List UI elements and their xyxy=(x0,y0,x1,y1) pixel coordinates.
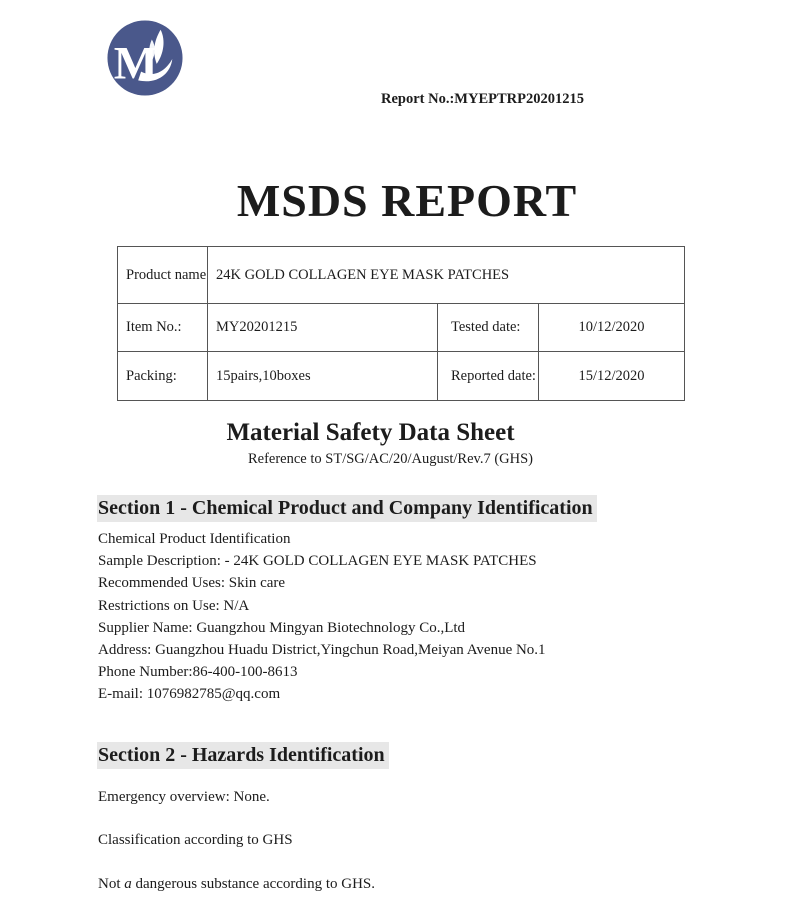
text-line: Phone Number:86-400-100-8613 xyxy=(98,664,298,681)
text-line: Restrictions on Use: N/A xyxy=(98,597,250,614)
logo-monogram-icon xyxy=(106,19,184,97)
reported-date-value: 15/12/2020 xyxy=(539,352,685,401)
text-line: Address: Guangzhou Huadu District,Yingchun Road,Meiyan Avenue No.1 xyxy=(98,641,546,658)
text-line: Sample Description: - 24K GOLD COLLAGEN EYE MASK PATCHES xyxy=(98,553,537,570)
section1-heading xyxy=(97,497,597,520)
section1-body xyxy=(98,528,546,706)
section2-heading xyxy=(97,744,389,767)
item-no-value: MY20201215 xyxy=(208,304,438,352)
classification-line: Classification according to GHS xyxy=(98,832,293,848)
reported-date-label: Reported date: xyxy=(438,352,539,401)
emergency-overview-line: Emergency overview: None. xyxy=(98,789,270,805)
sheet-heading: Material Safety Data Sheet xyxy=(226,419,515,446)
sheet-heading-block xyxy=(98,419,643,468)
product-info-table xyxy=(117,246,685,401)
report-number: Report No.:MYEPTRP20201215 xyxy=(381,91,584,107)
not-dangerous-prefix: Not xyxy=(98,876,125,892)
product-name-value: 24K GOLD COLLAGEN EYE MASK PATCHES xyxy=(208,247,685,304)
text-line: Recommended Uses: Skin care xyxy=(98,575,286,592)
not-dangerous-line xyxy=(98,876,375,893)
tested-date-value: 10/12/2020 xyxy=(539,304,685,352)
document-title: MSDS REPORT xyxy=(236,175,578,226)
company-logo-icon xyxy=(106,19,184,97)
not-dangerous-suffix: dangerous substance according to GHS. xyxy=(131,876,376,892)
text-line: Chemical Product Identification xyxy=(98,531,291,547)
item-no-label: Item No.: xyxy=(118,304,208,352)
text-line: E-mail: 1076982785@qq.com xyxy=(98,686,281,703)
product-name-label: Product name xyxy=(118,247,208,304)
text-line: Supplier Name: Guangzhou Mingyan Biotechnology Co.,Ltd xyxy=(98,619,466,636)
section2-heading-text: Section 2 - Hazards Identification xyxy=(97,742,389,769)
section1-heading-text: Section 1 - Chemical Product and Company Identification xyxy=(97,495,597,522)
svg-text:M: M xyxy=(113,37,158,90)
tested-date-label: Tested date: xyxy=(438,304,539,352)
sheet-reference: Reference to ST/SG/AC/20/August/Rev.7 (GHS) xyxy=(247,451,533,467)
packing-value: 15pairs,10boxes xyxy=(208,352,438,401)
packing-label: Packing: xyxy=(118,352,208,401)
not-dangerous-italic: a xyxy=(124,876,132,892)
